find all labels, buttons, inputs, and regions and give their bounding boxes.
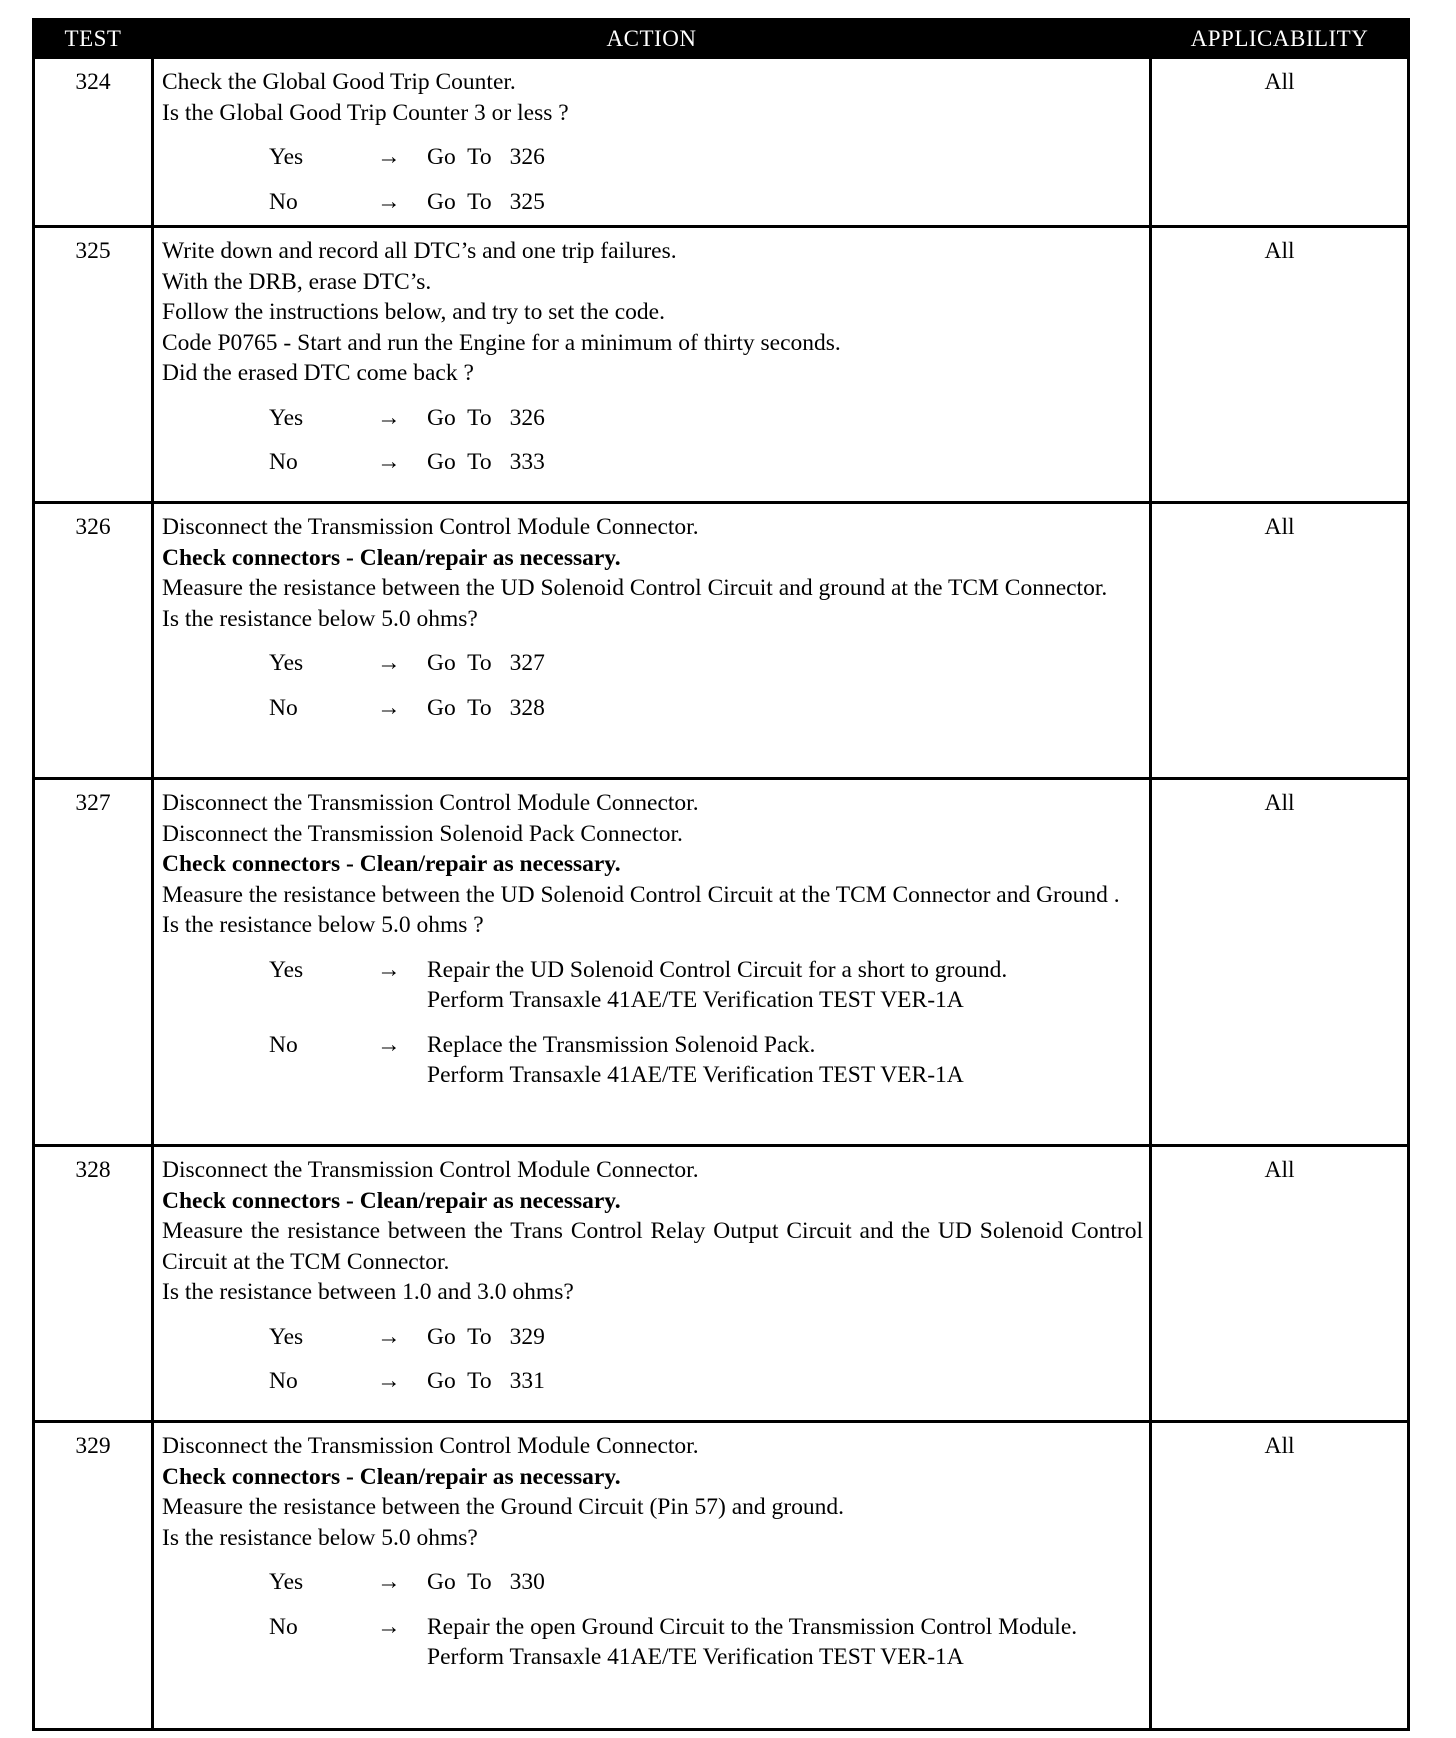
no-branch: [162, 693, 1143, 724]
goto-instruction: [427, 447, 545, 478]
goto-instruction: [427, 1366, 545, 1397]
test-row-329: [34, 1422, 1409, 1730]
table-header-row: [34, 20, 1409, 58]
action-line: Write down and record all DTC’s and one trip failures.: [162, 238, 677, 264]
action-line-emphasis: Check connectors - Clean/repair as necessary.: [162, 544, 621, 571]
action-line: Measure the resistance between the UD Solenoid Control Circuit and ground at the TCM Connector.: [162, 575, 1108, 601]
right-arrow-icon: →: [377, 188, 401, 215]
branch-line: Replace the Transmission Solenoid Pack.: [427, 1031, 816, 1058]
right-arrow-icon: →: [377, 404, 401, 431]
branch-line: Repair the open Ground Circuit to the Transmission Control Module.: [427, 1613, 1078, 1640]
test-number: 326: [34, 503, 153, 779]
action-line: Is the resistance between 1.0 and 3.0 ohms?: [162, 1279, 574, 1305]
yes-label: Yes: [269, 956, 304, 983]
action-cell: [153, 1146, 1151, 1422]
action-cell: [153, 58, 1151, 227]
action-line: Code P0765 - Start and run the Engine for a minimum of thirty seconds.: [162, 329, 841, 356]
right-arrow-icon: →: [377, 1368, 401, 1394]
goto-label: Go To: [427, 1368, 492, 1394]
action-line: Follow the instructions below, and try to set the code.: [162, 299, 665, 325]
goto-instruction: [427, 142, 545, 173]
right-arrow-icon: →: [377, 144, 401, 170]
goto-target: 326: [509, 144, 545, 170]
test-row-328: [34, 1146, 1409, 1422]
goto-target: 325: [509, 188, 545, 215]
branch-line: Repair the UD Solenoid Control Circuit for a short to ground.: [427, 956, 1008, 983]
action-line-emphasis: Check connectors - Clean/repair as necessary.: [162, 1463, 621, 1490]
no-label: No: [269, 449, 298, 475]
action-cell: [153, 779, 1151, 1146]
yes-label: Yes: [269, 1569, 304, 1595]
action-cell: [153, 1422, 1151, 1730]
test-row-327: [34, 779, 1409, 1146]
goto-instruction: [427, 648, 545, 679]
right-arrow-icon: →: [377, 1323, 401, 1350]
goto-label: Go To: [427, 650, 492, 676]
goto-instruction: [427, 403, 545, 434]
action-line: With the DRB, erase DTC’s.: [162, 268, 432, 295]
yes-label: Yes: [269, 144, 304, 170]
action-line: Is the resistance below 5.0 ohms?: [162, 605, 478, 632]
no-label: No: [269, 1368, 298, 1394]
applicability-cell: All: [1151, 1146, 1409, 1422]
goto-label: Go To: [427, 694, 492, 721]
action-line: Did the erased DTC come back ?: [162, 360, 474, 386]
test-row-324: [34, 58, 1409, 227]
goto-target: 331: [509, 1368, 545, 1394]
action-line: Measure the resistance between the Ground Circuit (Pin 57) and ground.: [162, 1494, 844, 1520]
no-label: No: [269, 1613, 298, 1640]
no-label: No: [269, 1031, 298, 1058]
applicability-cell: All: [1151, 227, 1409, 503]
branch-line: Perform Transaxle 41AE/TE Verification TEST VER-1A: [427, 1644, 964, 1670]
goto-target: 328: [509, 694, 545, 721]
yes-branch: [162, 403, 1143, 434]
action-line: Disconnect the Transmission Control Module Connector.: [162, 1157, 699, 1183]
test-number: 328: [34, 1146, 153, 1422]
no-branch: [162, 1612, 1143, 1673]
yes-branch: [162, 1322, 1143, 1353]
goto-label: Go To: [427, 404, 492, 431]
goto-label: Go To: [427, 449, 492, 475]
test-number: 324: [34, 58, 153, 227]
goto-label: Go To: [427, 1569, 492, 1595]
right-arrow-icon: →: [377, 650, 401, 676]
no-label: No: [269, 188, 298, 215]
yes-label: Yes: [269, 404, 304, 431]
goto-label: Go To: [427, 1323, 492, 1350]
no-branch: [162, 187, 1143, 218]
test-number: 325: [34, 227, 153, 503]
no-branch: [162, 1366, 1143, 1397]
right-arrow-icon: →: [377, 1569, 401, 1595]
action-line: Is the Global Good Trip Counter 3 or less ?: [162, 99, 569, 126]
action-cell: [153, 227, 1151, 503]
column-header-test: TEST: [34, 20, 153, 58]
right-arrow-icon: →: [377, 449, 401, 475]
no-branch: [162, 447, 1143, 478]
action-line: Measure the resistance between the UD Solenoid Control Circuit at the TCM Connector and Ground .: [162, 881, 1120, 908]
action-line: Is the resistance below 5.0 ohms?: [162, 1524, 478, 1551]
no-label: No: [269, 694, 298, 721]
right-arrow-icon: →: [377, 694, 401, 721]
branch-line: Perform Transaxle 41AE/TE Verification TEST VER-1A: [427, 1062, 964, 1088]
goto-target: 327: [509, 650, 545, 676]
yes-branch: [162, 955, 1143, 1016]
action-line: Check the Global Good Trip Counter.: [162, 69, 516, 95]
action-line: Disconnect the Transmission Control Module Connector.: [162, 1433, 699, 1459]
goto-label: Go To: [427, 188, 492, 215]
branch-line: Perform Transaxle 41AE/TE Verification TEST VER-1A: [427, 987, 964, 1013]
action-line: Is the resistance below 5.0 ohms ?: [162, 912, 484, 938]
branch-instructions: [427, 1030, 1143, 1091]
action-line: Measure the resistance between the Trans Control Relay Output Circuit and the UD Solenoid Control Circuit at the TCM Connector.: [162, 1218, 1143, 1275]
applicability-cell: All: [1151, 1422, 1409, 1730]
yes-branch: [162, 648, 1143, 679]
applicability-cell: All: [1151, 779, 1409, 1146]
goto-target: 326: [509, 404, 545, 431]
goto-label: Go To: [427, 144, 492, 170]
branch-instructions: [427, 1612, 1143, 1673]
action-line: Disconnect the Transmission Control Module Connector.: [162, 790, 699, 816]
no-branch: [162, 1030, 1143, 1091]
right-arrow-icon: →: [377, 956, 401, 983]
column-header-action: ACTION: [153, 20, 1151, 58]
goto-instruction: [427, 693, 545, 724]
test-row-326: [34, 503, 1409, 779]
yes-branch: [162, 1567, 1143, 1598]
action-line-emphasis: Check connectors - Clean/repair as necessary.: [162, 1187, 621, 1214]
test-number: 327: [34, 779, 153, 1146]
action-line-emphasis: Check connectors - Clean/repair as necessary.: [162, 851, 621, 877]
right-arrow-icon: →: [377, 1613, 401, 1640]
goto-instruction: [427, 187, 545, 218]
goto-target: 330: [509, 1569, 545, 1595]
applicability-cell: All: [1151, 503, 1409, 779]
action-line: Disconnect the Transmission Solenoid Pack Connector.: [162, 820, 683, 847]
applicability-cell: All: [1151, 58, 1409, 227]
diagnostic-test-table: [32, 18, 1410, 1731]
column-header-applicability: APPLICABILITY: [1151, 20, 1409, 58]
test-row-325: [34, 227, 1409, 503]
goto-instruction: [427, 1322, 545, 1353]
yes-label: Yes: [269, 650, 304, 676]
goto-target: 329: [509, 1323, 545, 1350]
test-number: 329: [34, 1422, 153, 1730]
action-line: Disconnect the Transmission Control Module Connector.: [162, 514, 699, 540]
goto-target: 333: [509, 449, 545, 475]
branch-instructions: [427, 955, 1143, 1016]
right-arrow-icon: →: [377, 1031, 401, 1058]
yes-branch: [162, 142, 1143, 173]
goto-instruction: [427, 1567, 545, 1598]
action-cell: [153, 503, 1151, 779]
yes-label: Yes: [269, 1323, 304, 1350]
